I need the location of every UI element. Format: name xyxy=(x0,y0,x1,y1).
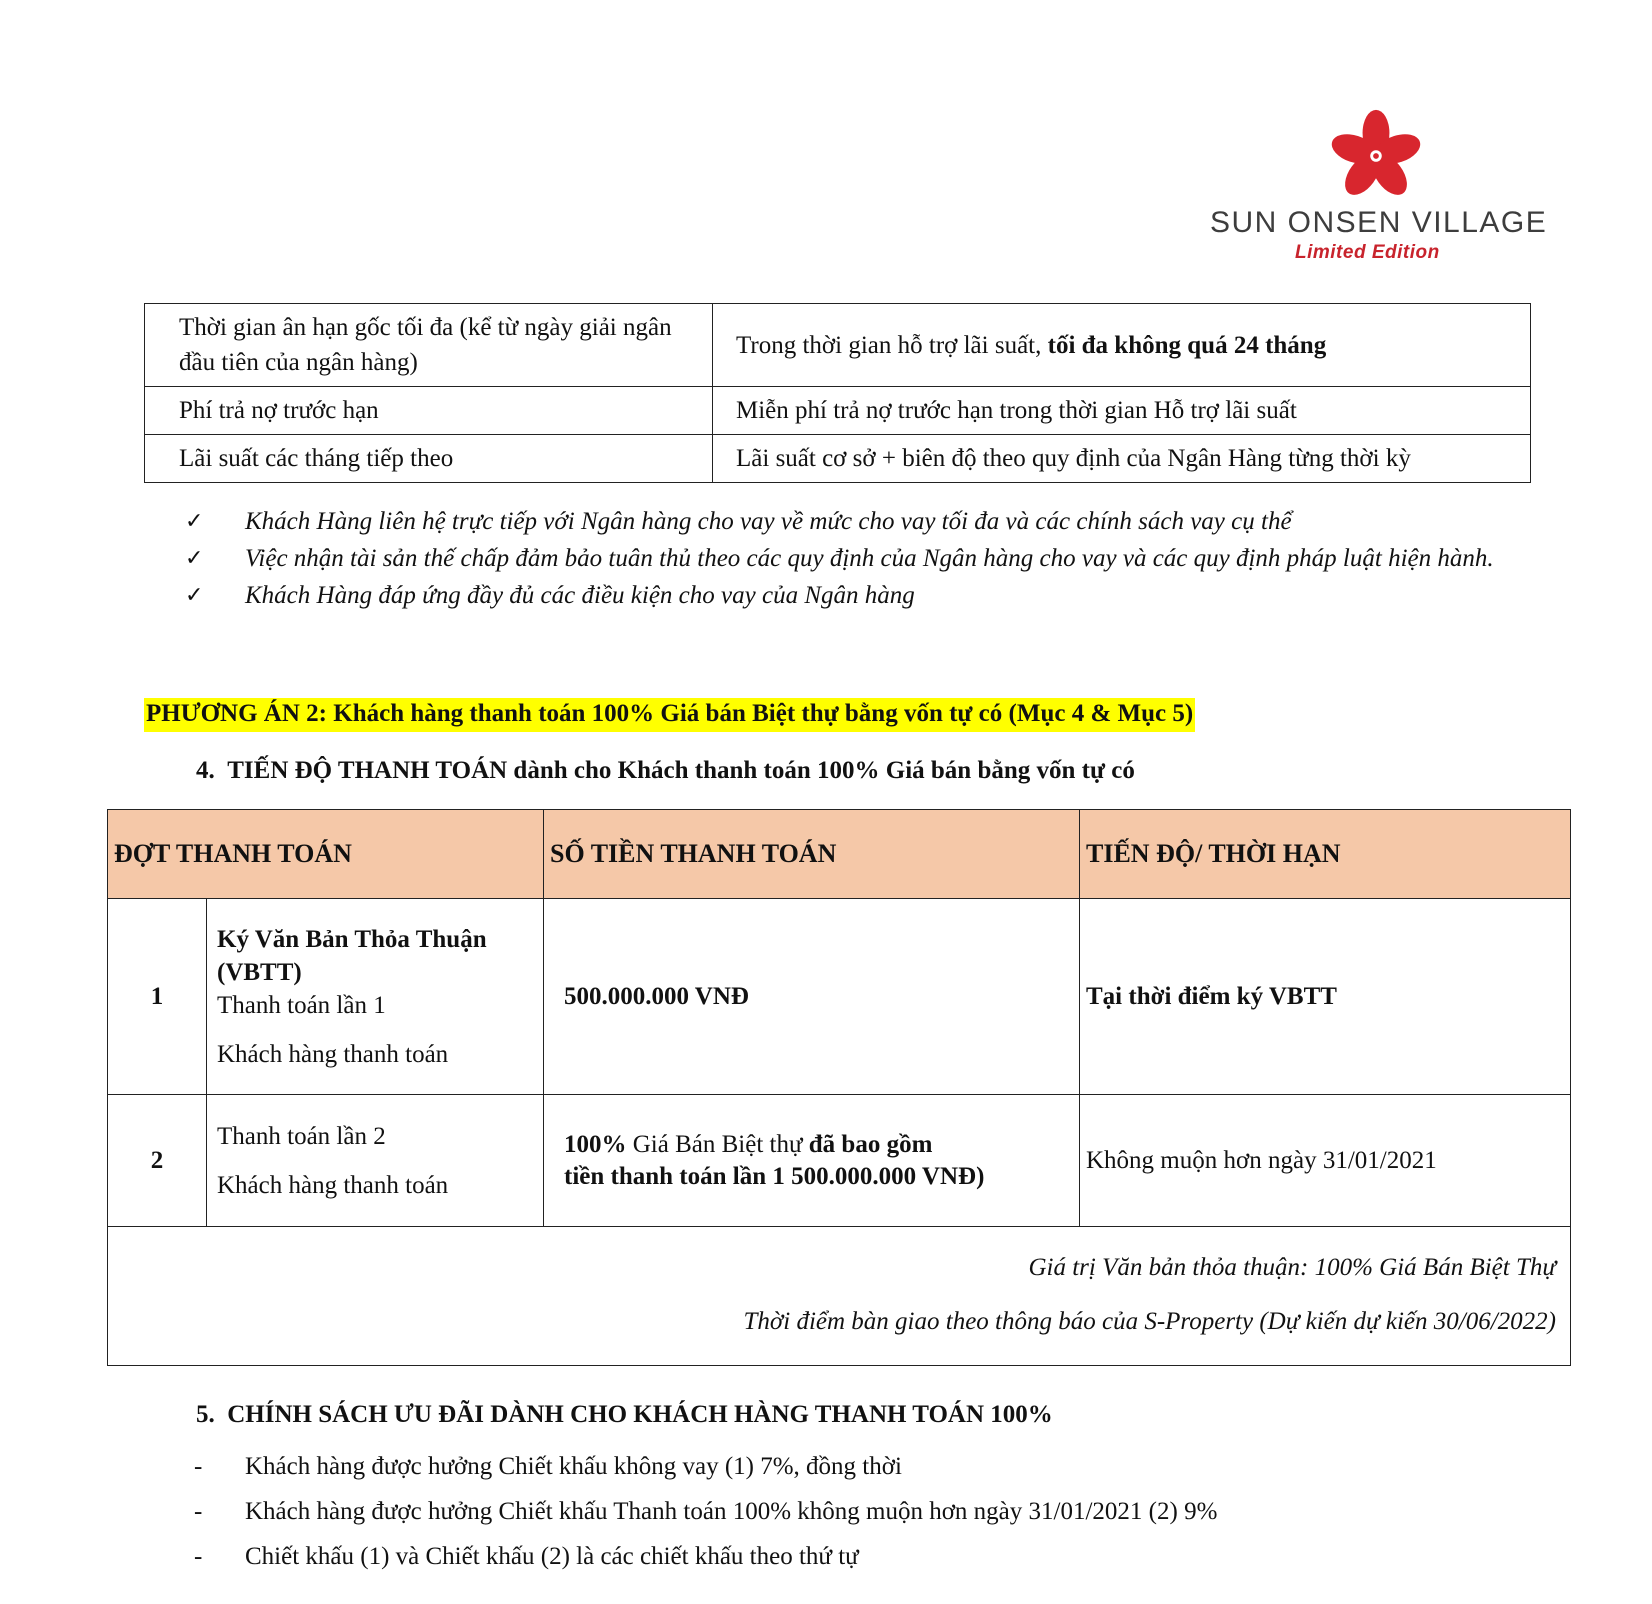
list-item xyxy=(190,1489,1490,1534)
discount-policy-list xyxy=(190,1444,1490,1579)
list-item xyxy=(190,1534,1490,1579)
loan-value-following-rate: Lãi suất cơ sở + biên độ theo quy định của Ngân Hàng từng thời kỳ xyxy=(713,435,1531,483)
payment-notes xyxy=(108,1227,1571,1366)
payment-amount xyxy=(544,1095,1080,1227)
amount-included: đã bao gồm xyxy=(808,1130,933,1158)
payment-phase-payer: Khách hàng thanh toán xyxy=(217,1171,449,1199)
list-item xyxy=(190,1444,1490,1489)
section-4-heading xyxy=(196,757,1135,785)
header-payment-phase: ĐỢT THANH TOÁN xyxy=(108,810,544,899)
section-number: 4. xyxy=(196,757,215,784)
check-mark-icon: ✓ xyxy=(185,583,204,608)
bullet-dash: - xyxy=(194,1498,203,1525)
bullet-dash: - xyxy=(194,1543,203,1570)
loan-label-prepayment-fee: Phí trả nợ trước hạn xyxy=(145,387,713,435)
payment-description xyxy=(207,1095,544,1227)
amount-percent: 100% xyxy=(564,1130,627,1158)
payment-number: 2 xyxy=(108,1095,207,1227)
loan-value-prepayment-fee: Miễn phí trả nợ trước hạn trong thời gian Hỗ trợ lãi suất xyxy=(713,387,1531,435)
payment-timing: Không muộn hơn ngày 31/01/2021 xyxy=(1080,1095,1571,1227)
table-header-row xyxy=(108,810,1571,899)
section-title: CHÍNH SÁCH ƯU ĐÃI DÀNH CHO KHÁCH HÀNG THANH TOÁN 100% xyxy=(227,1401,1053,1428)
payment-phase-payer: Khách hàng thanh toán xyxy=(217,1040,449,1068)
check-mark-icon: ✓ xyxy=(185,509,204,534)
list-item xyxy=(180,577,1550,614)
note-text: Khách Hàng liên hệ trực tiếp với Ngân hàng cho vay về mức cho vay tối đa và các chính sách vay cụ thể xyxy=(245,508,1292,535)
table-row xyxy=(145,304,1531,387)
option-2-heading: PHƯƠNG ÁN 2: Khách hàng thanh toán 100% Giá bán Biệt thự bằng vốn tự có (Mục 4 & Mục 5) xyxy=(144,698,1195,732)
amount-text: Giá Bán Biệt thự xyxy=(626,1130,809,1158)
note-text: Khách Hàng đáp ứng đầy đủ các điều kiện cho vay của Ngân hàng xyxy=(245,582,915,609)
loan-terms-table xyxy=(144,303,1531,483)
payment-phase-line: Thanh toán lần 1 xyxy=(217,991,386,1019)
table-row xyxy=(108,1095,1571,1227)
policy-text: Khách hàng được hưởng Chiết khấu Thanh toán 100% không muộn hơn ngày 31/01/2021 (2) 9% xyxy=(245,1498,1218,1525)
amount-detail: tiền thanh toán lần 1 500.000.000 VNĐ) xyxy=(564,1162,985,1190)
payment-schedule-table xyxy=(107,809,1571,1366)
note-text: Việc nhận tài sản thế chấp đảm bảo tuân thủ theo các quy định của Ngân hàng cho vay và các quy định pháp luật hiện hành. xyxy=(245,545,1494,572)
policy-text: Chiết khấu (1) và Chiết khấu (2) là các chiết khấu theo thứ tự xyxy=(245,1543,859,1570)
check-mark-icon: ✓ xyxy=(185,546,204,571)
loan-value-grace-period xyxy=(713,304,1531,387)
table-row xyxy=(145,387,1531,435)
handover-note: Thời điểm bàn giao theo thông báo của S-Property (Dự kiến dự kiến 30/06/2022) xyxy=(743,1308,1556,1335)
payment-phase-line: Thanh toán lần 2 xyxy=(217,1122,386,1150)
bullet-dash: - xyxy=(194,1453,203,1480)
section-5-heading xyxy=(196,1401,1053,1429)
loan-label-following-rate: Lãi suất các tháng tiếp theo xyxy=(145,435,713,483)
brand-name: SUN ONSEN VILLAGE xyxy=(1210,206,1548,239)
loan-value-emphasis: tối đa không quá 24 tháng xyxy=(1047,331,1327,359)
payment-amount: 500.000.000 VNĐ xyxy=(544,899,1080,1095)
list-item xyxy=(180,540,1550,577)
payment-number: 1 xyxy=(108,899,207,1095)
list-item xyxy=(180,503,1550,540)
payment-timing: Tại thời điểm ký VBTT xyxy=(1080,899,1571,1095)
brand-logo xyxy=(1210,108,1548,268)
loan-label-grace-period: Thời gian ân hạn gốc tối đa (kể từ ngày giải ngân đầu tiên của ngân hàng) xyxy=(145,304,713,387)
loan-notes-list xyxy=(180,503,1550,614)
red-flower-logo-icon xyxy=(1328,108,1424,204)
table-row xyxy=(145,435,1531,483)
section-number: 5. xyxy=(196,1401,215,1428)
table-row xyxy=(108,899,1571,1095)
payment-phase-title: Ký Văn Bản Thỏa Thuận (VBTT) xyxy=(217,925,487,986)
brand-edition: Limited Edition xyxy=(1295,242,1440,263)
section-title: TIẾN ĐỘ THANH TOÁN dành cho Khách thanh toán 100% Giá bán bằng vốn tự có xyxy=(227,757,1135,784)
header-payment-timing: TIẾN ĐỘ/ THỜI HẠN xyxy=(1080,810,1571,899)
loan-value-text: Trong thời gian hỗ trợ lãi suất, xyxy=(736,331,1048,359)
table-footer-row xyxy=(108,1227,1571,1366)
header-payment-amount: SỐ TIỀN THANH TOÁN xyxy=(544,810,1080,899)
policy-text: Khách hàng được hưởng Chiết khấu không vay (1) 7%, đồng thời xyxy=(245,1453,902,1480)
agreement-value-note: Giá trị Văn bản thỏa thuận: 100% Giá Bán Biệt Thự xyxy=(1028,1254,1556,1281)
payment-description xyxy=(207,899,544,1095)
